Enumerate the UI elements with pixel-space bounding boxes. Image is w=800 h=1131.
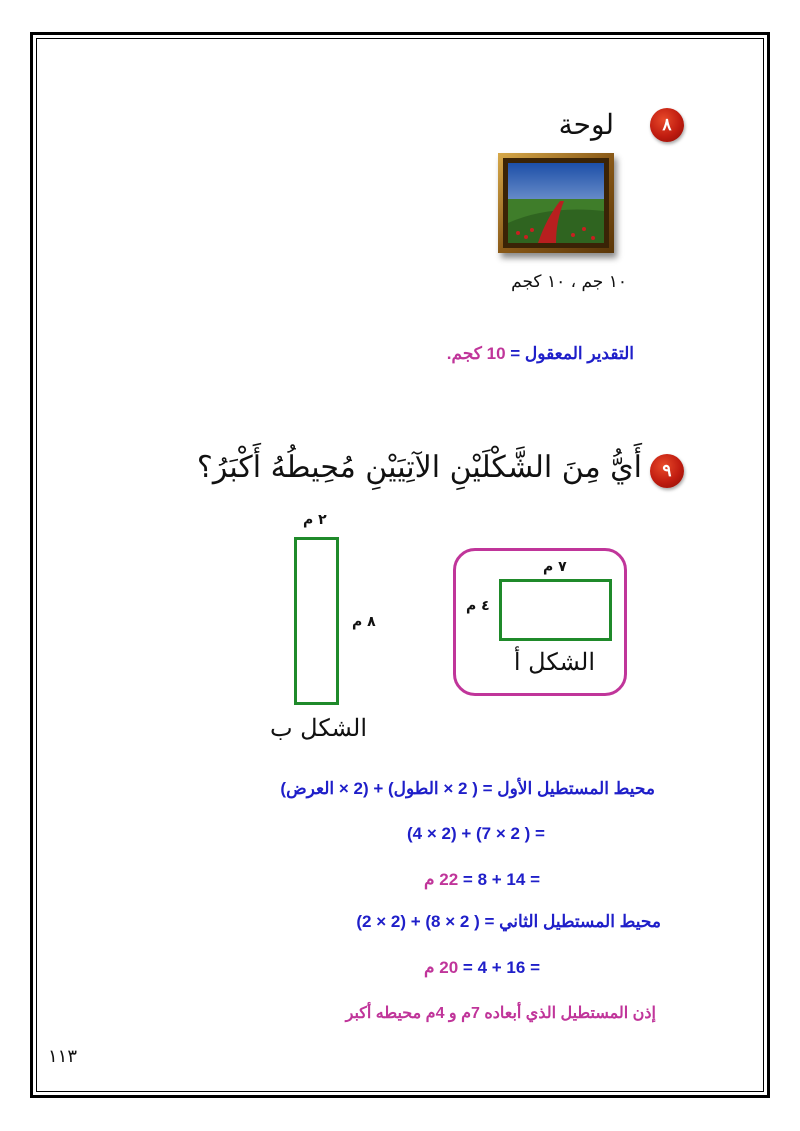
question-8-options: ١٠ جم ، ١٠ كجم: [511, 272, 627, 292]
question-9-title: أَيُّ مِنَ الشَّكْلَيْنِ الآتِيَيْنِ مُحِيطُهُ أَكْبَرُ؟: [196, 450, 642, 485]
shape-a-rectangle: [499, 579, 612, 641]
question-8-answer: [447, 344, 634, 364]
question-8-number-badge: [650, 108, 684, 142]
solution-conclusion: إذن المستطيل الذي أبعاده 7م و 4م محيطه أكبر: [345, 1005, 656, 1022]
question-8-number: ٨: [662, 115, 672, 135]
shape-a-label: الشكل أ: [513, 648, 595, 676]
solution-line-3: [424, 870, 540, 890]
page-number: ١١٣: [48, 1046, 78, 1067]
shape-b-label: الشكل ب: [269, 714, 367, 742]
painting-image: [498, 153, 614, 253]
solution-line-3-expression: = 14 + 8 =: [462, 870, 540, 889]
shape-b-height-label: ٨ م: [352, 614, 376, 630]
shape-b-width-label: ٢ م: [303, 512, 327, 528]
solution-line-5-expression: = 16 + 4 =: [462, 958, 540, 977]
solution-line-5: [424, 958, 540, 978]
question-9-number-badge: [650, 454, 684, 488]
answer-prefix: التقدير المعقول =: [510, 344, 634, 363]
solution-line-1: محيط المستطيل الأول = ( 2 × الطول) + (2 × العرض): [280, 779, 655, 798]
solution-line-4: محيط المستطيل الثاني = ( 2 × 8) + (2 × 2): [356, 912, 661, 931]
question-9-number: ٩: [662, 461, 672, 481]
shape-a-width-label: ٧ م: [543, 559, 567, 575]
page-border-inner: [36, 38, 764, 1092]
shape-b-rectangle: [294, 537, 339, 705]
question-8-title: لوحة: [558, 108, 614, 141]
answer-value: 10 كجم.: [446, 344, 506, 363]
solution-line-2: = ( 2 × 7) + (2 × 4): [406, 824, 545, 843]
shape-a-height-label: ٤ م: [466, 598, 490, 614]
solution-line-3-result: 22 م: [424, 870, 459, 889]
solution-line-5-result: 20 م: [424, 958, 459, 977]
